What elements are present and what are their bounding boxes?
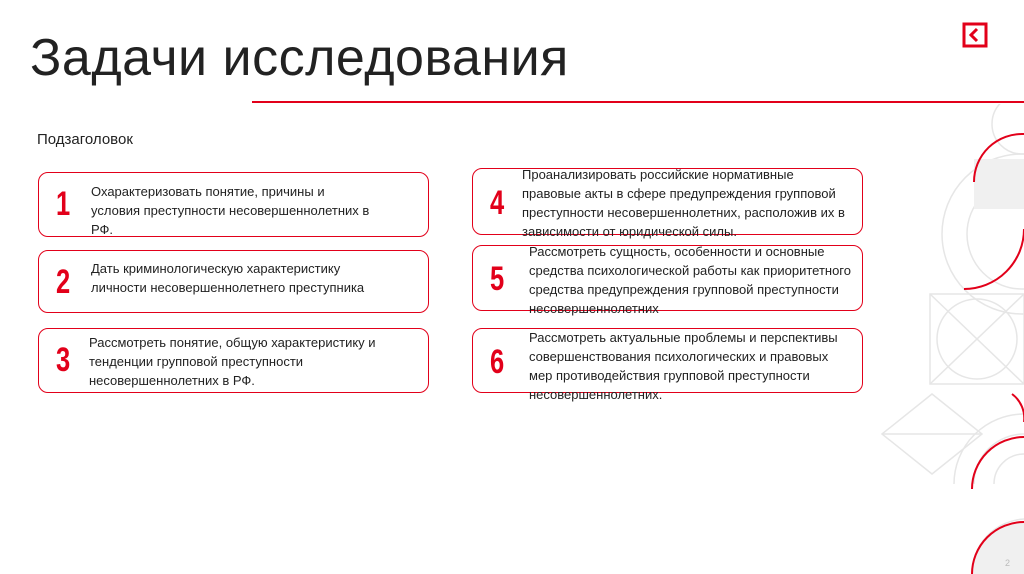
text-line: Охарактеризовать понятие, причины и [91,184,325,199]
task-text-3 [89,333,424,390]
page-number: 2 [1004,558,1010,568]
task-number-1: 1 [56,185,71,223]
text-line: Рассмотреть сущность, особенности и основные [529,244,825,259]
text-line: Рассмотреть актуальные проблемы и перспективы [529,330,838,345]
task-text-6 [529,328,864,404]
text-line: несовершеннолетних [529,301,659,316]
task-number-3: 3 [56,341,71,379]
text-line: правовые акты в сфере предупреждения групповой [522,186,836,201]
text-line: Рассмотреть понятие, общую характеристику и [89,335,376,350]
text-line: средства психологической работы как приоритетного [529,263,851,278]
text-line: тенденции групповой преступности [89,354,304,369]
task-text-5 [529,242,869,318]
task-card-4 [472,167,863,239]
text-line: несовершеннолетних в РФ. [89,373,255,388]
text-line: мер противодействия групповой преступности [529,368,810,383]
task-card-6 [472,328,863,402]
task-card-5 [472,244,863,316]
task-card-3 [38,328,429,393]
task-text-1 [91,182,421,239]
task-text-2 [91,259,421,297]
task-number-6: 6 [490,343,505,381]
title-divider [252,101,1024,103]
page-title: Задачи исследования [30,29,569,87]
decorative-geometric-pattern [872,104,1024,574]
text-line: РФ. [91,222,114,237]
text-line: Проанализировать российские нормативные [522,167,794,182]
task-card-1 [38,172,429,237]
text-line: средства предупреждения групповой преступности [529,282,839,297]
task-number-4: 4 [490,184,505,222]
text-line: совершенствования психологических и правовых [529,349,829,364]
subtitle: Подзаголовок [37,131,133,148]
text-line: зависимости от юридической силы. [522,224,737,239]
task-card-2 [38,250,429,313]
text-line: Дать криминологическую характеристику [91,261,341,276]
text-line: условия преступности несовершеннолетних в [91,203,370,218]
task-text-4 [522,165,867,241]
text-line: личности несовершеннолетнего преступника [91,280,365,295]
text-line: преступности несовершеннолетних, расположив их в [522,205,845,220]
task-number-5: 5 [490,260,505,298]
back-arrow-square-icon[interactable] [962,22,988,48]
task-number-2: 2 [56,263,71,301]
text-line: несовершеннолетних. [529,387,663,402]
